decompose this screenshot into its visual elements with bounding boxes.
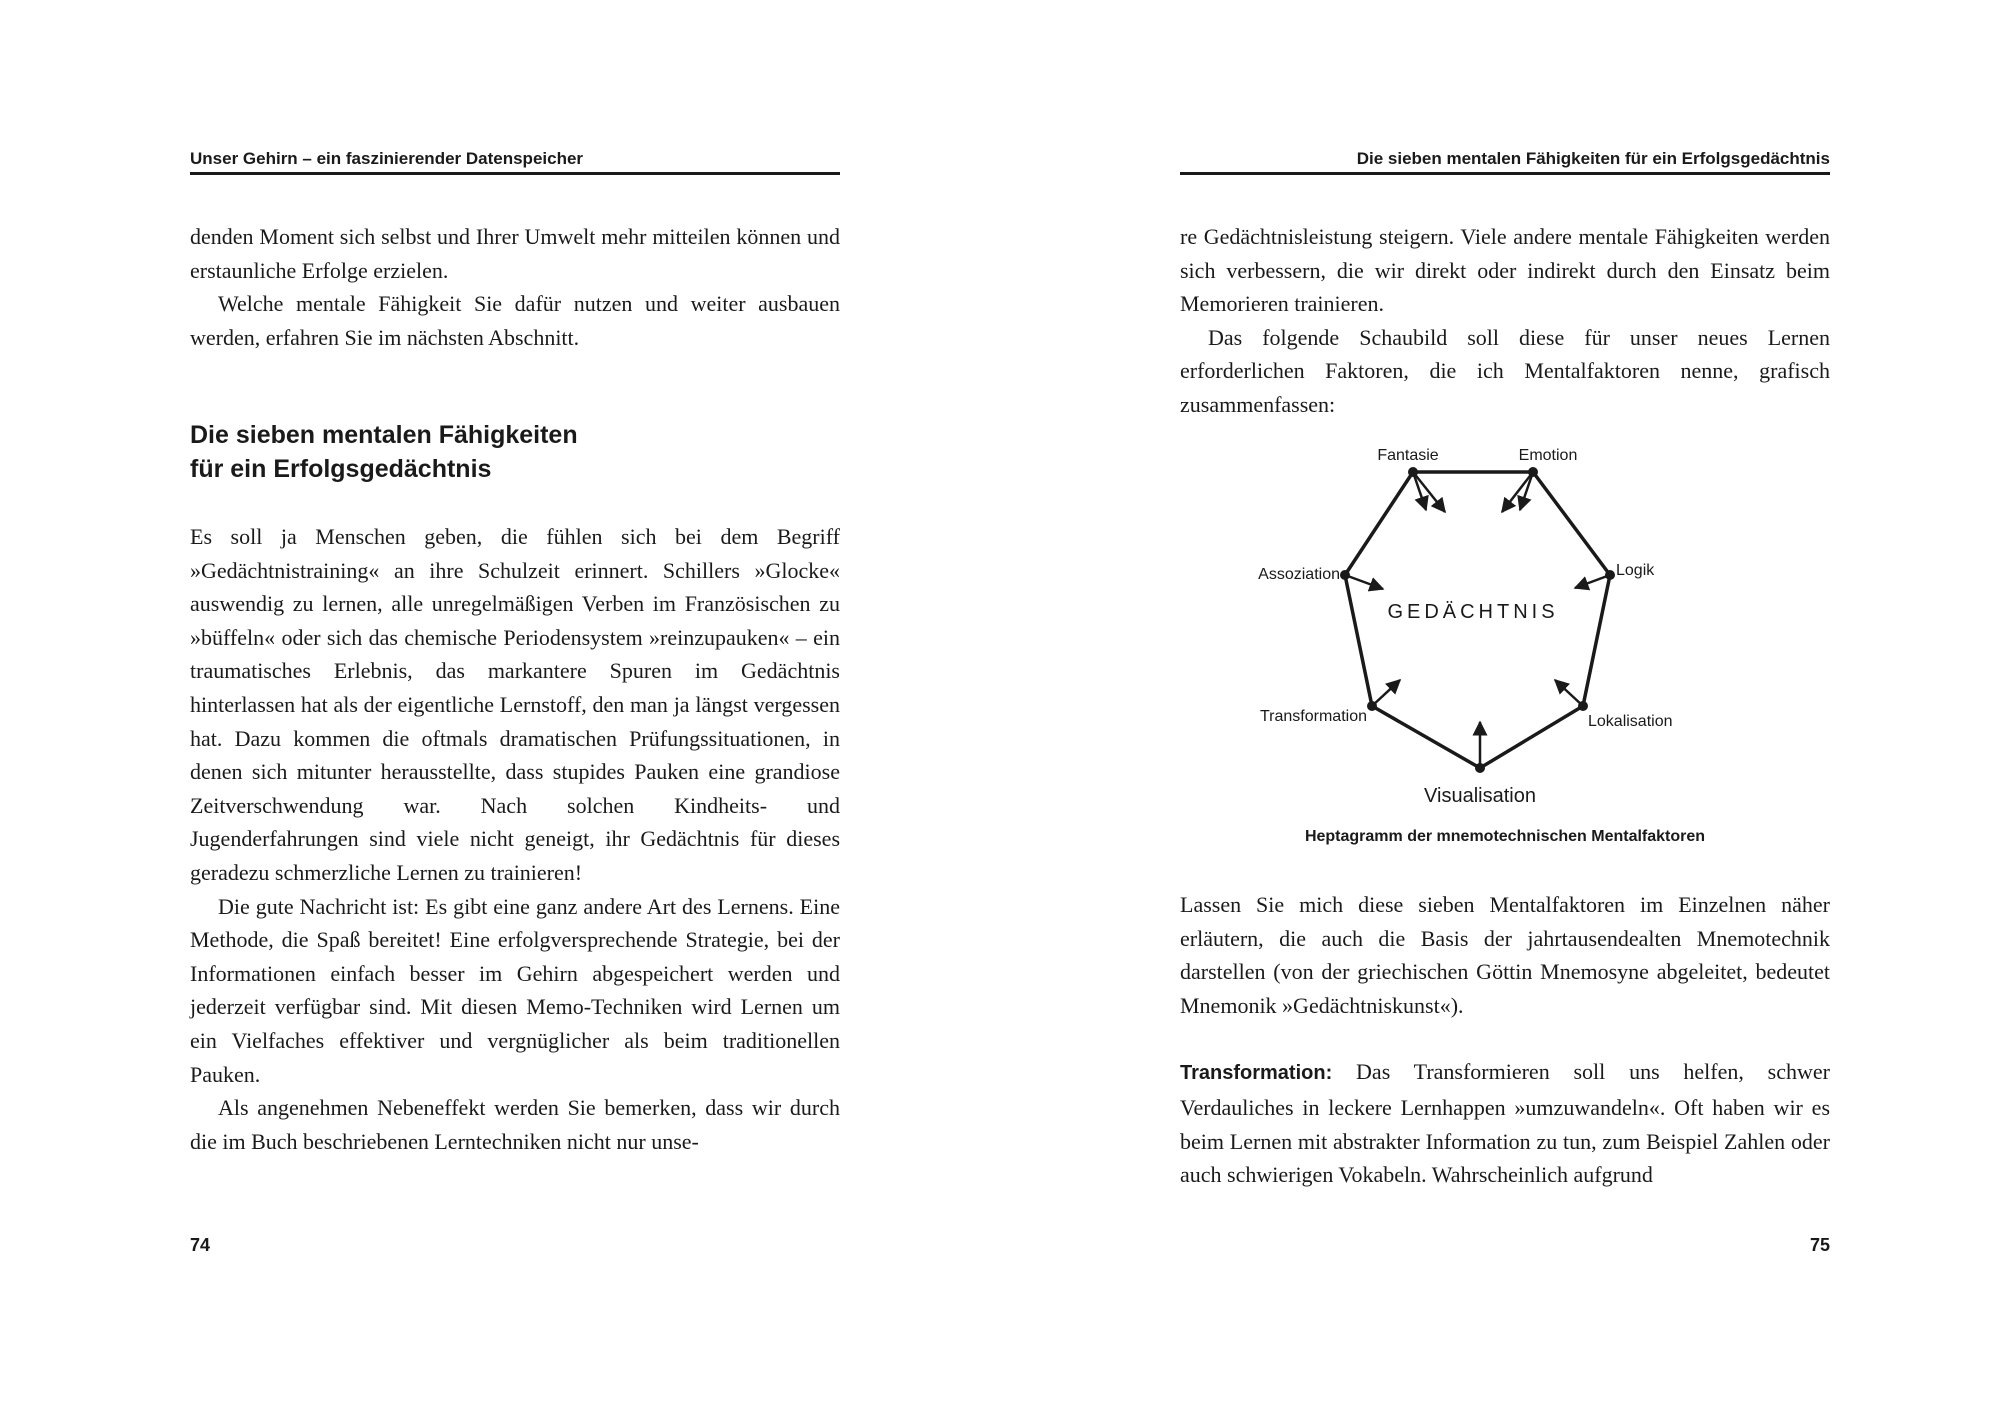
- label-logik: Logik: [1616, 562, 1655, 579]
- section-heading-line2: für ein Erfolgsgedächtnis: [190, 455, 492, 483]
- paragraph: Das folgende Schaubild soll diese für unser neues Lernen erforderlichen Faktoren, die ich Mentalfaktoren nenne, grafisch zusammenfassen:: [1180, 324, 1830, 417]
- diagram-caption: Heptagramm der mnemotechnischen Mentalfaktoren: [1304, 828, 1706, 845]
- label-lokalisation: Lokalisation: [1588, 713, 1673, 730]
- right-intro-text: [1180, 220, 1830, 422]
- paragraph: Es soll ja Menschen geben, die fühlen sich bei dem Begriff »Gedächtnistraining« an ihre Schulzeit erinnert. Schillers »Glocke« auswendig zu lernen, alle unregelmäßigen Verben im Französischen zu »büffeln« oder sich das chemische Periodensystem »reinzupauken« – ein traumatisches Erlebnis, das markantere Spuren im Gedächtnis hinterlassen hat als der eigentliche Lernstoff, den man ja längst vergessen hat. Dazu kommen die oftmals dramatischen Prüfungssituationen, in denen sich mitunter herausstellte, dass stupides Pauken eine grandiose Zeitverschwendung war. Nach solchen Kindheits- und Jugenderfahrungen sind viele nicht geneigt, ihr Gedächtnis für dieses geradezu schmerzliche Lernen zu trainieren!: [190, 524, 840, 885]
- paragraph: Als angenehmen Nebeneffekt werden Sie bemerken, dass wir durch die im Buch beschriebenen Lerntechniken nicht nur unse-: [190, 1095, 840, 1154]
- label-visualisation: Visualisation: [1424, 785, 1536, 807]
- left-main-text: [190, 520, 840, 1158]
- label-assoziation: Assoziation: [1258, 566, 1340, 583]
- page-number-left: 74: [190, 1235, 211, 1255]
- label-emotion: Emotion: [1518, 447, 1578, 464]
- paragraph: re Gedächtnisleistung steigern. Viele andere mentale Fähigkeiten werden sich verbessern, die wir direkt oder indirekt durch den Einsatz beim Memorieren trainieren.: [1180, 224, 1830, 317]
- label-transformation: Transformation: [1260, 708, 1367, 725]
- paragraph: denden Moment sich selbst und Ihrer Umwelt mehr mitteilen können und erstaunliche Erfolge erzielen.: [190, 224, 840, 283]
- transformation-text: Das Transformieren soll uns helfen, schwer Verdauliches in leckere Lernhappen »umzuwandeln«. Oft haben wir es beim Lernen mit abstrakter Information zu tun, zum Beispiel Zahlen oder auch schwierigen Vokabeln. Wahrscheinlich aufgrund: [1180, 1059, 1830, 1188]
- page-number-right: 75: [1809, 1235, 1830, 1255]
- running-head-left: Unser Gehirn – ein faszinierender Datenspeicher: [190, 150, 840, 175]
- paragraph: Lassen Sie mich diese sieben Mentalfaktoren im Einzelnen näher erläutern, die auch die Basis der jahrtausendealten Mnemotechnik darstellen (von der griechischen Göttin Mnemosyne abgeleitet, bedeutet Mnemonik »Gedächtniskunst«).: [1180, 892, 1830, 1018]
- label-fantasie: Fantasie: [1377, 447, 1439, 464]
- running-head-right: Die sieben mentalen Fähigkeiten für ein Erfolgsgedächtnis: [1180, 150, 1830, 175]
- diagram-center-label: GEDÄCHTNIS: [1387, 601, 1559, 623]
- transformation-term: Transformation:: [1180, 1062, 1333, 1085]
- section-heading-line1: Die sieben mentalen Fähigkeiten: [190, 421, 578, 449]
- left-intro-text: [190, 220, 840, 354]
- right-main-text: [1180, 888, 1830, 1192]
- paragraph: Welche mentale Fähigkeit Sie dafür nutzen und weiter ausbauen werden, erfahren Sie im nächsten Abschnitt.: [190, 291, 840, 350]
- transformation-paragraph: [1180, 1055, 1830, 1191]
- section-heading: [190, 418, 840, 486]
- paragraph: Die gute Nachricht ist: Es gibt eine ganz andere Art des Lernens. Eine Methode, die Spaß bereitet! Eine erfolgversprechende Strategie, bei der Informationen einfach besser im Gehirn abgespeichert werden und jederzeit verfügbar sind. Mit diesen Memo-Techniken wird Lernen um ein Vielfaches effektiver und vergnüglicher als beim traditionellen Pauken.: [190, 893, 840, 1087]
- heptagram-diagram: [1220, 440, 1760, 820]
